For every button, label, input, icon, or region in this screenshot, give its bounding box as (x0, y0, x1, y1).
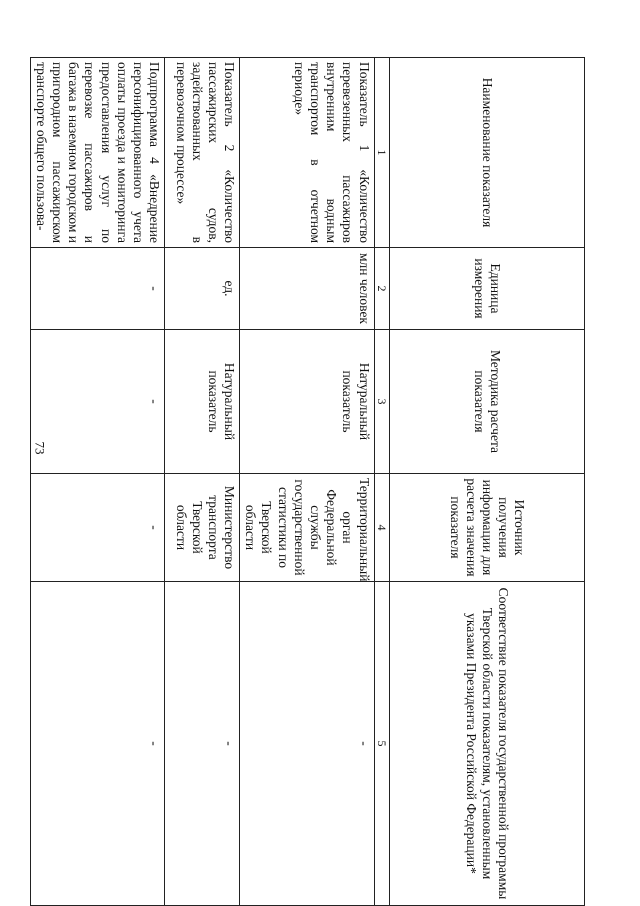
method-cell: - (30, 330, 165, 474)
source-cell: - (30, 474, 165, 582)
unit-cell: млн человек (240, 248, 375, 330)
column-number-row (374, 58, 389, 906)
compliance-cell: - (165, 582, 240, 906)
column-number: 2 (374, 248, 389, 330)
indicator-name-cell: Показатель 1 «Количество перевезенных пассажиров внутренним водным транспортом в отчетном периоде» (240, 58, 375, 248)
header-source: Источник получения информации для расчета значения показателя (390, 474, 585, 582)
column-number: 4 (374, 474, 389, 582)
table-header-row (390, 58, 585, 906)
table-row (240, 58, 375, 906)
header-indicator-name: Наименование показателя (390, 58, 585, 248)
table-row (30, 58, 165, 906)
indicator-name-cell: Подпрограмма 4 «Внедрение персонифицированного учета оплаты проезда и мониторинга предоставления услуг по перевозке пассажиров и багажа в наземном городском и пригородном пассажирском транспорте общего пользова- (30, 58, 165, 248)
source-cell: Министерство транспорта Тверской области (165, 474, 240, 582)
header-compliance: Соответствие показателя государственной программы Тверской области показателям, установленным указами Президента Российской Федерации* (390, 582, 585, 906)
column-number: 3 (374, 330, 389, 474)
indicators-table (30, 57, 585, 906)
unit-cell: - (30, 248, 165, 330)
table-row (165, 58, 240, 906)
source-cell: Территориальный орган Федеральной службы государственной статистики по Тверской области (240, 474, 375, 582)
compliance-cell: - (30, 582, 165, 906)
header-unit: Единица измерения (390, 248, 585, 330)
compliance-cell: - (240, 582, 375, 906)
header-method: Методика расчета показателя (390, 330, 585, 474)
unit-cell: ед. (165, 248, 240, 330)
method-cell: Натуральный показатель (165, 330, 240, 474)
column-number: 1 (374, 58, 389, 248)
page-number: 73 (32, 441, 48, 455)
column-number: 5 (374, 582, 389, 906)
method-cell: Натуральный показатель (240, 330, 375, 474)
indicator-name-cell: Показатель 2 «Количество пассажирских судов, задействованных в перевозочном процессе» (165, 58, 240, 248)
